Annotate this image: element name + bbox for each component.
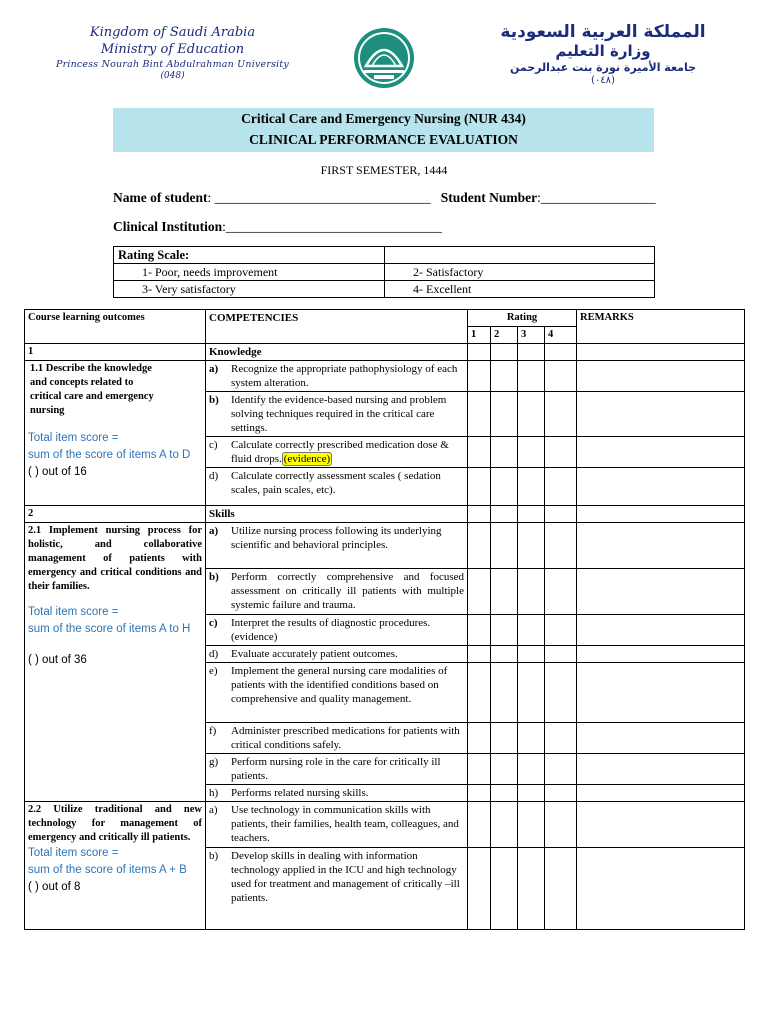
student-name-label: Name of student — [113, 190, 208, 205]
rating-item-3: 3- Very satisfactory — [114, 281, 385, 298]
rating-cell[interactable] — [545, 615, 577, 646]
student-number-label: Student Number — [440, 190, 538, 205]
remarks-cell[interactable] — [577, 569, 745, 615]
competency-1-b: b) Identify the evidence-based nursing and problem solving techniques required in the critical care settings. — [206, 392, 468, 437]
clo-1-1-score-out-of: ( ) out of 16 — [28, 466, 87, 478]
rating-cell[interactable] — [518, 754, 545, 785]
remarks-cell[interactable] — [577, 646, 745, 663]
institution-field[interactable]: :________________________________ — [222, 219, 442, 234]
rating-cell[interactable] — [518, 663, 545, 723]
section-2-name: Skills — [206, 506, 468, 523]
rating-cell[interactable] — [491, 468, 518, 506]
clo-2-1-score-label: Total item score = — [28, 606, 119, 618]
rating-cell[interactable] — [468, 785, 491, 802]
remarks-cell[interactable] — [577, 754, 745, 785]
rating-cell[interactable] — [518, 615, 545, 646]
rating-cell[interactable] — [491, 523, 518, 569]
rating-cell[interactable] — [545, 785, 577, 802]
rating-cell[interactable] — [491, 437, 518, 468]
header-left-text — [20, 24, 325, 82]
rating-cell[interactable] — [468, 523, 491, 569]
rating-cell[interactable] — [468, 848, 491, 930]
rating-cell[interactable] — [545, 848, 577, 930]
competency-1-a: a) Recognize the appropriate pathophysiology of each system alteration. — [206, 361, 468, 392]
rating-cell[interactable] — [491, 723, 518, 754]
header-rating-1: 1 — [468, 327, 491, 344]
competency-2-f: f) Administer prescribed medications for patients with critical conditions safely. — [206, 723, 468, 754]
rating-scale-table — [113, 246, 655, 298]
competency-2-e: e) Implement the general nursing care modalities of patients with the identified conditions based on comprehensive and quality management. — [206, 663, 468, 723]
clo-2-1-score-desc: sum of the score of items A to H — [28, 623, 191, 635]
remarks-cell[interactable] — [577, 785, 745, 802]
clo-2-2-text: 2.2 Utilize traditional and new technology for management of emergency and critically ill patients. — [28, 804, 202, 843]
remarks-cell[interactable] — [577, 506, 745, 523]
course-title: Critical Care and Emergency Nursing (NUR 434) — [241, 111, 526, 126]
remarks-cell[interactable] — [577, 437, 745, 468]
rating-cell[interactable] — [491, 785, 518, 802]
rating-cell[interactable] — [468, 615, 491, 646]
rating-cell[interactable] — [545, 646, 577, 663]
university-logo-icon — [336, 26, 432, 90]
rating-cell[interactable] — [545, 754, 577, 785]
rating-cell[interactable] — [491, 344, 518, 361]
rating-cell[interactable] — [468, 569, 491, 615]
competency-2-g: g) Perform nursing role in the care for critically ill patients. — [206, 754, 468, 785]
header-university-arabic: جامعة الأميرة نورة بنت عبدالرحمن — [509, 61, 697, 74]
clo-2-1 — [25, 523, 206, 802]
header-right-text — [472, 22, 734, 87]
rating-cell[interactable] — [545, 802, 577, 848]
section-1-number: 1 — [25, 344, 206, 361]
remarks-cell[interactable] — [577, 361, 745, 392]
clo-2-1-score-out-of: ( ) out of 36 — [28, 654, 87, 666]
rating-cell[interactable] — [518, 848, 545, 930]
header-kingdom-arabic: المملكة العربية السعودية — [500, 22, 706, 42]
rating-cell[interactable] — [518, 361, 545, 392]
clo-2-1-text: 2.1 Implement nursing process for holistic, and collaborative management of patients with emergency and critical conditions and their families. — [28, 525, 202, 592]
rating-cell[interactable] — [468, 802, 491, 848]
remarks-cell[interactable] — [577, 723, 745, 754]
rating-cell[interactable] — [518, 437, 545, 468]
student-info-line — [113, 190, 656, 206]
remarks-cell[interactable] — [577, 848, 745, 930]
remarks-cell[interactable] — [577, 468, 745, 506]
clo-2-2 — [25, 802, 206, 930]
rating-cell[interactable] — [545, 437, 577, 468]
title-banner — [113, 108, 654, 152]
rating-cell[interactable] — [545, 663, 577, 723]
rating-cell[interactable] — [545, 361, 577, 392]
rating-cell[interactable] — [468, 468, 491, 506]
rating-cell[interactable] — [468, 754, 491, 785]
rating-item-2: 2- Satisfactory — [385, 264, 655, 281]
rating-cell[interactable] — [468, 361, 491, 392]
header-rating-2: 2 — [491, 327, 518, 344]
remarks-cell[interactable] — [577, 663, 745, 723]
clo-1-1 — [25, 361, 206, 506]
rating-cell[interactable] — [468, 344, 491, 361]
header-university: Princess Nourah Bint Abdulrahman University — [56, 59, 289, 70]
rating-cell[interactable] — [468, 506, 491, 523]
student-number-field[interactable]: :_________________ — [537, 190, 656, 205]
semester: FIRST SEMESTER, 1444 — [320, 163, 448, 177]
rating-cell[interactable] — [518, 569, 545, 615]
remarks-cell[interactable] — [577, 344, 745, 361]
rating-cell[interactable] — [491, 663, 518, 723]
remarks-cell[interactable] — [577, 615, 745, 646]
remarks-cell[interactable] — [577, 523, 745, 569]
institution-line — [113, 219, 442, 235]
competency-1-d: d) Calculate correctly assessment scales ( sedation scales, pain scales, etc). — [206, 468, 468, 506]
clo-1-1-text: 1.1 Describe the knowledge and concepts related to critical care and emergency nursing — [30, 363, 154, 416]
rating-cell[interactable] — [545, 723, 577, 754]
evidence-highlight: (evidence) — [283, 453, 331, 465]
competency-2-d: d) Evaluate accurately patient outcomes. — [206, 646, 468, 663]
rating-scale-title: Rating Scale: — [114, 247, 385, 264]
rating-cell[interactable] — [491, 506, 518, 523]
rating-cell[interactable] — [491, 615, 518, 646]
rating-cell[interactable] — [491, 392, 518, 437]
rating-cell[interactable] — [518, 392, 545, 437]
header-code-arabic: (٠٤٨) — [591, 75, 615, 86]
rating-cell[interactable] — [468, 723, 491, 754]
header-code: (048) — [160, 71, 185, 81]
remarks-cell[interactable] — [577, 392, 745, 437]
competency-2-2-a: a) Use technology in communication skills with patients, their families, health team, colleagues, and teachers. — [206, 802, 468, 848]
section-1-name: Knowledge — [206, 344, 468, 361]
rating-cell[interactable] — [545, 392, 577, 437]
header-rating-4: 4 — [545, 327, 577, 344]
rating-cell[interactable] — [545, 468, 577, 506]
clo-2-2-score-out-of: ( ) out of 8 — [28, 881, 81, 893]
rating-cell[interactable] — [468, 663, 491, 723]
header-ministry-arabic: وزارة التعليم — [555, 42, 651, 60]
rating-cell[interactable] — [545, 523, 577, 569]
rating-cell[interactable] — [468, 437, 491, 468]
clo-2-2-score-label: Total item score = — [28, 847, 119, 859]
rating-cell[interactable] — [518, 344, 545, 361]
rating-cell[interactable] — [518, 802, 545, 848]
rating-cell[interactable] — [518, 523, 545, 569]
header-rating: Rating — [468, 310, 577, 327]
competency-2-2-b: b) Develop skills in dealing with information technology applied in the ICU and high technology used for treatment and management of critically –ill patients. — [206, 848, 468, 930]
competency-1-c: c) Calculate correctly prescribed medication dose & fluid drops. (evidence) — [206, 437, 468, 468]
rating-cell[interactable] — [491, 646, 518, 663]
rating-cell[interactable] — [491, 802, 518, 848]
institution-label: Clinical Institution — [113, 219, 223, 234]
clo-1-1-score-desc: sum of the score of items A to D — [28, 449, 191, 461]
rating-cell[interactable] — [518, 506, 545, 523]
rating-cell[interactable] — [491, 569, 518, 615]
rating-cell[interactable] — [518, 468, 545, 506]
rating-cell[interactable] — [545, 569, 577, 615]
rating-cell[interactable] — [545, 506, 577, 523]
evaluation-table — [24, 309, 745, 930]
rating-cell[interactable] — [518, 646, 545, 663]
student-name-field[interactable]: : ________________________________ — [207, 190, 431, 205]
header-ministry: Ministry of Education — [100, 42, 245, 57]
remarks-cell[interactable] — [577, 802, 745, 848]
form-title: CLINICAL PERFORMANCE EVALUATION — [249, 132, 518, 147]
competency-2-h: h) Performs related nursing skills. — [206, 785, 468, 802]
rating-scale-empty — [385, 247, 655, 264]
section-2-number: 2 — [25, 506, 206, 523]
competency-2-a: a) Utilize nursing process following its underlying scientific and behavioral principles. — [206, 523, 468, 569]
header-competencies: COMPETENCIES — [206, 310, 468, 344]
competency-2-b: b) Perform correctly comprehensive and focused assessment on critically ill patients with multiple systemic failure and trauma. — [206, 569, 468, 615]
rating-cell[interactable] — [468, 646, 491, 663]
clo-1-1-score-label: Total item score = — [28, 432, 119, 444]
header-remarks: REMARKS — [577, 310, 745, 344]
clo-2-2-score-desc: sum of the score of items A + B — [28, 864, 187, 876]
rating-cell[interactable] — [491, 754, 518, 785]
rating-cell[interactable] — [491, 361, 518, 392]
rating-cell[interactable] — [518, 785, 545, 802]
header-rating-3: 3 — [518, 327, 545, 344]
competency-2-c: c) Interpret the results of diagnostic procedures. (evidence) — [206, 615, 468, 646]
rating-cell[interactable] — [491, 848, 518, 930]
rating-cell[interactable] — [518, 723, 545, 754]
header-clo: Course learning outcomes — [25, 310, 206, 344]
header-kingdom: Kingdom of Saudi Arabia — [89, 25, 256, 40]
rating-item-1: 1- Poor, needs improvement — [114, 264, 385, 281]
rating-cell[interactable] — [545, 344, 577, 361]
rating-item-4: 4- Excellent — [385, 281, 655, 298]
rating-cell[interactable] — [468, 392, 491, 437]
